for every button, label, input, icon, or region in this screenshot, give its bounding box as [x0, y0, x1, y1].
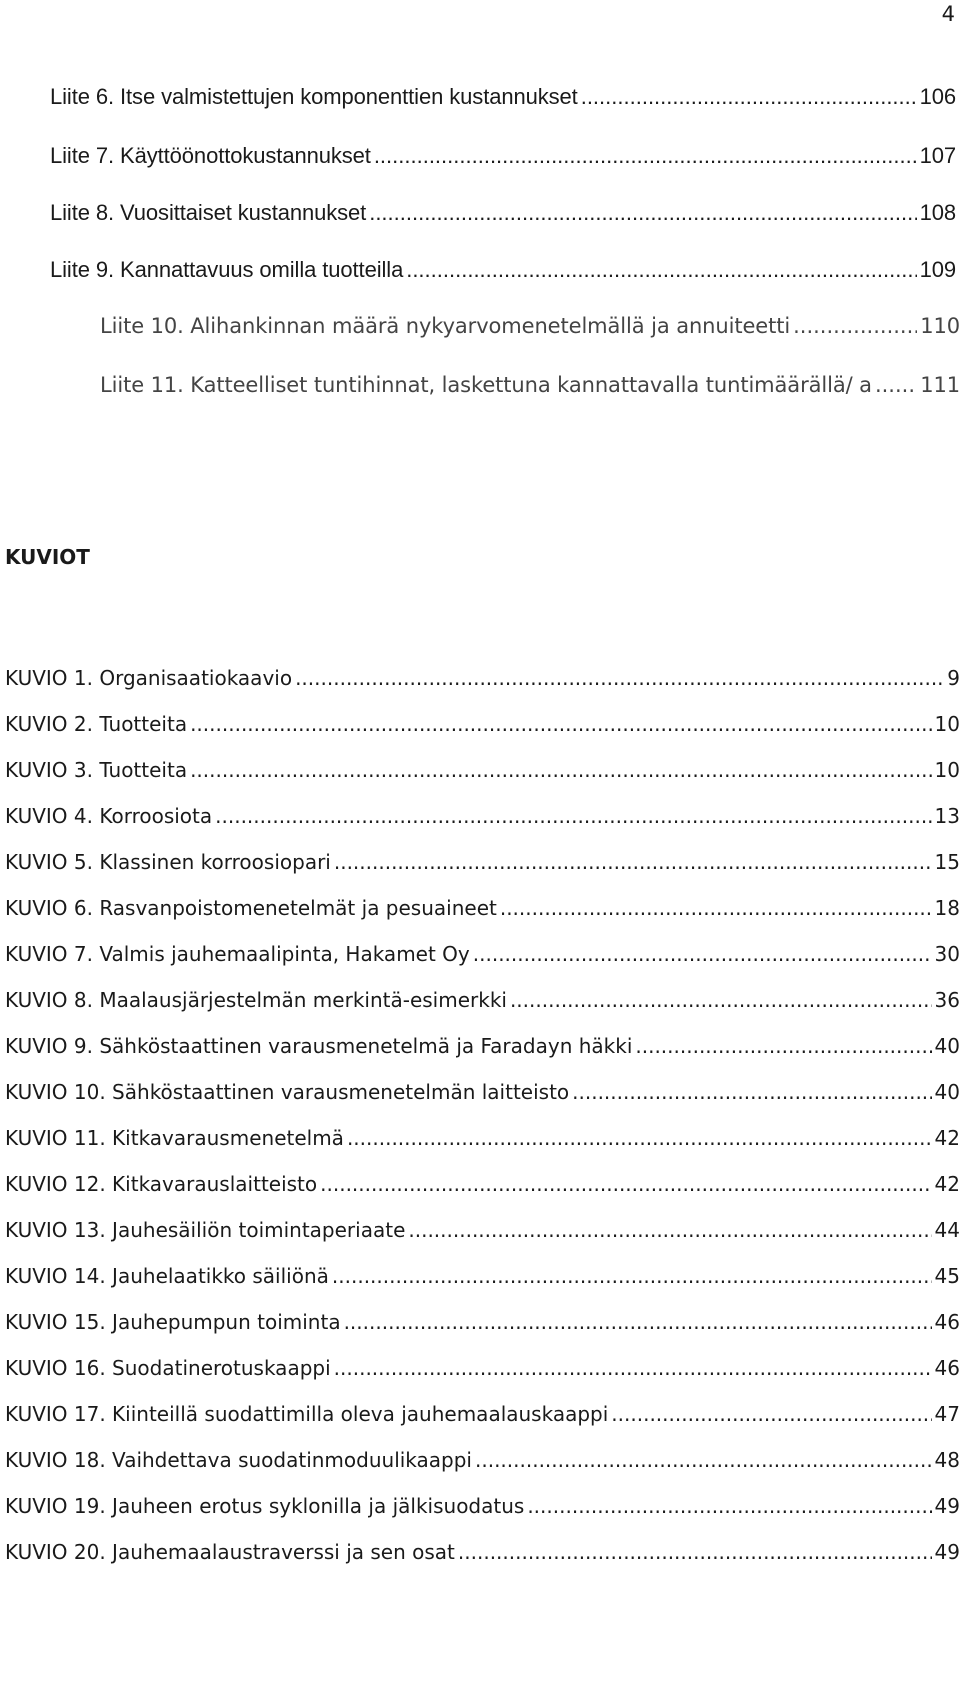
toc-entry-liite-6[interactable] — [50, 84, 956, 110]
toc-entry-kuvio-16[interactable] — [5, 1356, 960, 1380]
toc-entry-label: KUVIO 8. Maalausjärjestelmän merkintä-esimerkki — [5, 988, 507, 1012]
toc-entry-label: Liite 8. Vuosittaiset kustannukset — [50, 200, 367, 225]
toc-entry-label: KUVIO 11. Kitkavarausmenetelmä — [5, 1126, 344, 1150]
dot-leader — [475, 1448, 932, 1472]
toc-entry-page: 110 — [920, 314, 960, 338]
toc-entry-kuvio-6[interactable] — [5, 896, 960, 920]
toc-entry-page: 111 — [920, 373, 960, 397]
toc-entry-label: KUVIO 7. Valmis jauhemaalipinta, Hakamet Oy — [5, 942, 470, 966]
dot-leader — [572, 1080, 931, 1104]
dot-leader — [581, 84, 917, 110]
toc-entry-kuvio-9[interactable] — [5, 1034, 960, 1058]
toc-entry-kuvio-19[interactable] — [5, 1494, 960, 1518]
dot-leader — [527, 1494, 931, 1518]
dot-leader — [344, 1310, 932, 1334]
dot-leader — [408, 1218, 931, 1242]
toc-entry-label: KUVIO 14. Jauhelaatikko säiliönä — [5, 1264, 329, 1288]
dot-leader — [793, 314, 917, 338]
dot-leader — [347, 1126, 932, 1150]
dot-leader — [406, 257, 916, 283]
toc-entry-label: Liite 7. Käyttöönottokustannukset — [50, 143, 371, 168]
toc-entry-page: 13 — [934, 804, 960, 828]
toc-entry-label: KUVIO 4. Korroosiota — [5, 804, 213, 828]
dot-leader — [334, 1356, 932, 1380]
toc-entry-label: KUVIO 12. Kitkavarauslaitteisto — [5, 1172, 318, 1196]
toc-entry-kuvio-12[interactable] — [5, 1172, 960, 1196]
dot-leader — [611, 1402, 931, 1426]
toc-entry-page: 40 — [934, 1034, 960, 1058]
toc-entry-label: KUVIO 20. Jauhemaalaustraverssi ja sen osat — [5, 1540, 455, 1564]
toc-entry-kuvio-11[interactable] — [5, 1126, 960, 1150]
toc-entry-page: 108 — [919, 200, 956, 225]
toc-entry-label: KUVIO 5. Klassinen korroosiopari — [5, 850, 331, 874]
dot-leader — [190, 712, 931, 736]
toc-entry-kuvio-10[interactable] — [5, 1080, 960, 1104]
toc-entry-page: 49 — [934, 1494, 960, 1518]
page-number: 4 — [941, 2, 955, 26]
toc-entry-page: 10 — [934, 758, 960, 782]
toc-entry-label: KUVIO 16. Suodatinerotuskaappi — [5, 1356, 331, 1380]
toc-entry-page: 40 — [934, 1080, 960, 1104]
toc-entry-page: 42 — [934, 1126, 960, 1150]
toc-entry-kuvio-1[interactable] — [5, 666, 960, 690]
dot-leader — [320, 1172, 931, 1196]
toc-entry-page: 109 — [919, 257, 956, 282]
toc-entry-kuvio-14[interactable] — [5, 1264, 960, 1288]
toc-entry-label: KUVIO 18. Vaihdettava suodatinmoduulikaappi — [5, 1448, 472, 1472]
dot-leader — [374, 143, 917, 169]
dot-leader — [190, 758, 931, 782]
toc-entry-kuvio-15[interactable] — [5, 1310, 960, 1334]
dot-leader — [295, 666, 944, 690]
dot-leader — [215, 804, 931, 828]
toc-entry-page: 48 — [934, 1448, 960, 1472]
toc-entry-page: 46 — [934, 1356, 960, 1380]
toc-entry-liite-11[interactable] — [100, 373, 960, 397]
dot-leader — [369, 200, 916, 226]
toc-entry-kuvio-13[interactable] — [5, 1218, 960, 1242]
toc-entry-page: 10 — [934, 712, 960, 736]
dot-leader — [635, 1034, 931, 1058]
figures-heading: KUVIOT — [5, 545, 90, 569]
toc-entry-kuvio-3[interactable] — [5, 758, 960, 782]
toc-entry-liite-10[interactable] — [100, 314, 960, 338]
toc-entry-kuvio-20[interactable] — [5, 1540, 960, 1564]
toc-entry-kuvio-7[interactable] — [5, 942, 960, 966]
toc-entry-page: 15 — [934, 850, 960, 874]
dot-leader — [458, 1540, 932, 1564]
dot-leader — [334, 850, 932, 874]
dot-leader — [500, 896, 932, 920]
toc-entry-label: KUVIO 15. Jauhepumpun toiminta — [5, 1310, 341, 1334]
toc-entry-label: Liite 6. Itse valmistettujen komponenttien kustannukset — [50, 84, 578, 109]
toc-entry-page: 107 — [919, 143, 956, 168]
toc-entry-label: Liite 9. Kannattavuus omilla tuotteilla — [50, 257, 404, 282]
dot-leader — [510, 988, 932, 1012]
toc-entry-kuvio-4[interactable] — [5, 804, 960, 828]
dot-leader — [332, 1264, 932, 1288]
toc-entry-kuvio-17[interactable] — [5, 1402, 960, 1426]
toc-entry-label: Liite 10. Alihankinnan määrä nykyarvomenetelmällä ja annuiteetti — [100, 314, 791, 338]
toc-entry-kuvio-2[interactable] — [5, 712, 960, 736]
dot-leader — [473, 942, 932, 966]
toc-entry-page: 49 — [934, 1540, 960, 1564]
toc-entry-label: KUVIO 10. Sähköstaattinen varausmenetelmän laitteisto — [5, 1080, 570, 1104]
toc-entry-page: 36 — [934, 988, 960, 1012]
toc-entry-page: 18 — [934, 896, 960, 920]
toc-entry-page: 30 — [934, 942, 960, 966]
toc-entry-page: 45 — [934, 1264, 960, 1288]
toc-entry-liite-8[interactable] — [50, 200, 956, 226]
toc-entry-label: Liite 11. Katteelliset tuntihinnat, laskettuna kannattavalla tuntimäärällä/ a — [100, 373, 872, 397]
toc-entry-label: KUVIO 13. Jauhesäiliön toimintaperiaate — [5, 1218, 406, 1242]
toc-entry-label: KUVIO 9. Sähköstaattinen varausmenetelmä ja Faradayn häkki — [5, 1034, 633, 1058]
toc-entry-label: KUVIO 6. Rasvanpoistomenetelmät ja pesuaineet — [5, 896, 497, 920]
toc-entry-page: 47 — [934, 1402, 960, 1426]
toc-entry-page: 106 — [919, 84, 956, 109]
toc-entry-kuvio-18[interactable] — [5, 1448, 960, 1472]
toc-entry-kuvio-5[interactable] — [5, 850, 960, 874]
toc-entry-label: KUVIO 19. Jauheen erotus syklonilla ja jälkisuodatus — [5, 1494, 525, 1518]
toc-entry-label: KUVIO 1. Organisaatiokaavio — [5, 666, 293, 690]
toc-entry-label: KUVIO 2. Tuotteita — [5, 712, 188, 736]
toc-entry-liite-9[interactable] — [50, 257, 956, 283]
toc-entry-page: 9 — [947, 666, 960, 690]
toc-entry-liite-7[interactable] — [50, 143, 956, 169]
toc-entry-label: KUVIO 3. Tuotteita — [5, 758, 188, 782]
toc-entry-page: 44 — [934, 1218, 960, 1242]
dot-leader — [875, 373, 917, 397]
toc-entry-label: KUVIO 17. Kiinteillä suodattimilla oleva jauhemaalauskaappi — [5, 1402, 609, 1426]
toc-entry-kuvio-8[interactable] — [5, 988, 960, 1012]
toc-entry-page: 42 — [934, 1172, 960, 1196]
toc-entry-page: 46 — [934, 1310, 960, 1334]
